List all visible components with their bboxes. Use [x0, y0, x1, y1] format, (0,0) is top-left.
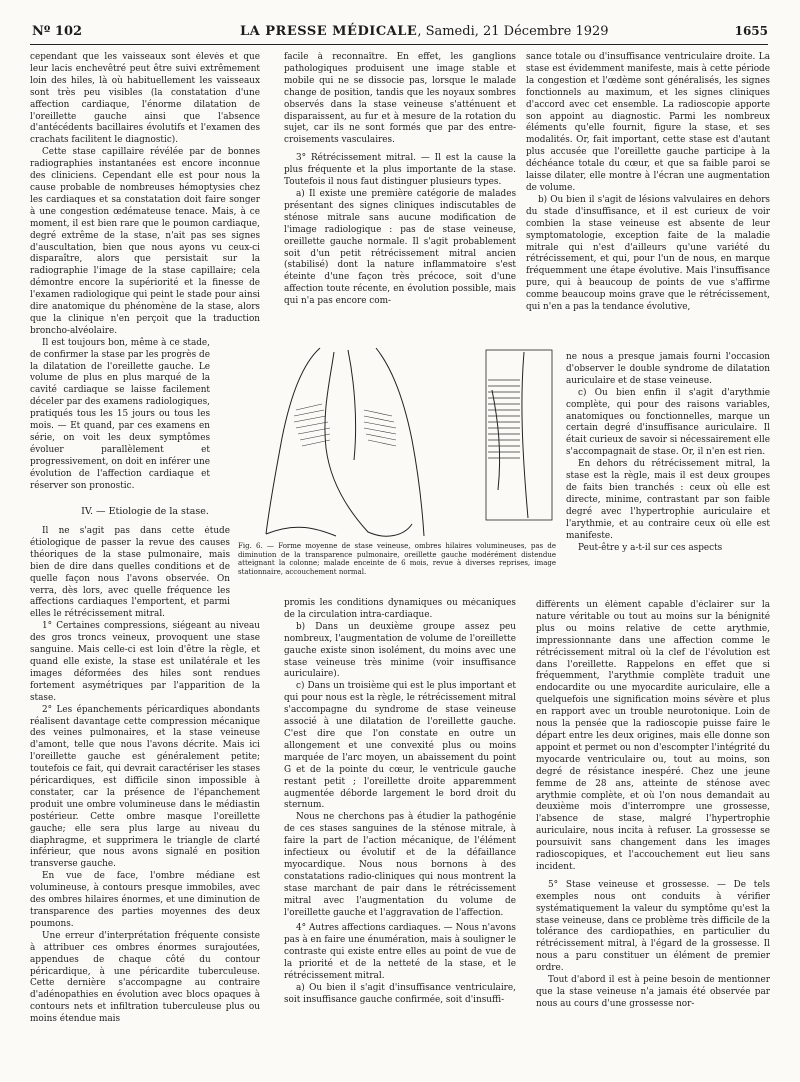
paragraph: c) Dans un troisième qui est le plus important et qui pour nous est la règle, le rétrécissement mitral s'accompagne du syndrome de stase veineuse associé à une dilatation de l'oreillette gauche. C'est dire que l'on constate en outre un allongement et une convexité plus ou moins marquée de l'arc moyen, un abaissement du point G et de la pointe du cœur, le ventricule gauche restant petit ; l'oreillette droite apparemment augmentée déborde largement le bord droit du sternum. — [284, 681, 516, 811]
diaphragm-outline — [266, 527, 336, 536]
paragraph: En vue de face, l'ombre médiane est volumineuse, à contours presque immobiles, avec des ombres hilaires énormes, et une diminution de transparence des parties moyennes des deux poumons. — [30, 871, 260, 929]
column-3-top — [526, 52, 770, 352]
paragraph: a) Il existe une première catégorie de malades présentant des signes cliniques indiscutables de sténose mitrale sans aucune modification de l'image radiologique : pas de stase veineuse, oreillette gauche normale. Il s'agit probablement soit d'un petit rétrécissement mitral ancien (stabilisé) dont la nature inflammatoire s'est éteinte d'une façon très précoce, soit d'une affection toute récente, en évolution possible, mais qui n'a pas encore com- — [284, 188, 516, 307]
section-heading: IV. — Etiologie de la stase. — [81, 506, 209, 517]
issue-date: , Samedi, 21 Décembre 1929 — [417, 24, 609, 39]
column-3-middle — [566, 352, 770, 602]
hilar-shadows — [294, 404, 396, 446]
column-2-bottom — [284, 598, 516, 1076]
paragraph: sance totale ou d'insuffisance ventriculaire droite. La stase est évidemment manifeste, mais à cette période la congestion et l'œdème sont généralisés, les signes fonctionnels au maximum, et les signes cliniques d'accord avec cet ensemble. La radioscopie apporte son appoint au diagnostic. Parmi les nombreux éléments qu'elle fournit, figure la stase, et ses modalités. Or, fait important, cette stase est d'autant plus accusée que l'oreillette gauche participe à la déchéance totale du cœur, et que sa faible paroi se laisse dilater, elle montre à l'écran une augmentation de volume. — [526, 52, 770, 193]
lateral-view — [486, 350, 552, 520]
lateral-hatching — [488, 380, 520, 458]
paragraph: Il est toujours bon, même à ce stade, de confirmer la stase par les progrès de la dilatation de l'oreillette gauche. Le volume de plus en plus marqué de la cavité cardiaque se laisse facilement déceler par des examens radiologiques, pratiqués tous les 15 jours ou tous les mois. — Et quand, par ces examens en série, on voit les deux symptômes évoluer parallèlement et progressivement, on doit en inférer une évolution de l'affection cardiaque et réserver son pronostic. — [30, 337, 210, 491]
paragraph: facile à reconnaître. En effet, les ganglions pathologiques produisent une image stable et mobile qui ne se dissocie pas, lorsque le malade change de position, tandis que les noyaux sombres observés dans la stase veineuse s'atténuent et disparaissent, au fur et à mesure de la rotation du sujet, car ils ne sont formés que par des entre-croisements vasculaires. — [284, 52, 516, 146]
page-number: 1655 — [734, 24, 768, 38]
paragraph: 2° Les épanchements péricardiques abondants réalisent davantage cette compression mécanique des veines pulmonaires, et la stase veineuse d'amont, telle que nous l'avons décrite. Mais ici l'oreillette gauche est généralement petite; toutefois ce fait, qui devrait caractériser les stases péricardiques, est difficile sinon impossible à constater, car la présence de l'épanchement produit une ombre volumineuse dans le médiastin postérieur. Cette ombre masque l'oreillette gauche; elle sera plus large au niveau du diaphragme, et supprimera le triangle de clarté inférieur, que nous avons signalé en position transverse gauche. — [30, 704, 260, 870]
paragraph: 3° Rétrécissement mitral. — Il est la cause la plus fréquente et la plus importante de la stase. Toutefois il nous faut distinguer plusieurs types. — [284, 153, 516, 188]
paragraph: 4° Autres affections cardiaques. — Nous n'avons pas à en faire une énumération, mais à souligner le contraste qui existe entre elles au point de vue de la priorité et de la netteté de la stase, et le rétrécissement mitral. — [284, 923, 516, 982]
column-1-bottom — [30, 526, 260, 1076]
paragraph: 5° Stase veineuse et grossesse. — De tels exemples nous ont conduits à vérifier systématiquement la valeur du symptôme qu'est la stase veineuse, dans ce problème très difficile de la tolérance des cardiopathies, en particulier du rétrécissement mitral, à l'égard de la grossesse. Il nous a paru constituer un élément de premier ordre. — [536, 879, 770, 974]
column-3-bottom — [536, 600, 770, 1076]
radiograph-figure — [236, 340, 554, 540]
header-rule — [30, 44, 768, 45]
figure-caption: Fig. 6. — Forme moyenne de stase veineuse, ombres hilaires volumineuses, pas de diminution de la transparence pulmonaire, oreillette gauche modérément distendue atteignant la colonne; malade enceinte de 6 mois, revue à diverses reprises, image stationnaire, accouchement normal. — [238, 542, 556, 576]
right-lung-outline — [376, 348, 424, 536]
paragraph: b) Dans un deuxième groupe assez peu nombreux, l'augmentation de volume de l'oreillette gauche existe sinon isolément, du moins avec une stase veineuse très minime (voir insuffisance auriculaire). — [284, 621, 516, 680]
journal-title — [240, 24, 609, 39]
hilar-shadow-right — [364, 410, 396, 446]
paragraph: Il ne s'agit pas dans cette étude étiologique de passer la revue des causes théoriques de la stase pulmonaire, mais bien de dire dans quelles conditions et de quelle façon nous l'avons observée. On verra, dès lors, avec quelle fréquence les affections cardiaques l'emportent, et parmi elles le rétrécissement mitral. — [30, 526, 230, 620]
paragraph: Une erreur d'interprétation fréquente consiste à attribuer ces ombres énormes surajoutées, appendues de chaque côté du contour péricardique, à une péricardite tuberculeuse. Cette dernière s'accompagne au contraire d'adénopathies en évolution avec blocs opaques à contours nets et infiltration tuberculeuse plus ou moins étendue mais — [30, 930, 260, 1025]
paragraph: 1° Certaines compressions, siégeant au niveau des gros troncs veineux, provoquent une stase sanguine. Mais celle-ci est loin d'être la règle, et quand elle existe, la stase est unilatérale et les images déformées des hiles sont rendues fortement asymétriques par l'apparition de la stase. — [30, 621, 260, 703]
paragraph: a) Ou bien il s'agit d'insuffisance ventriculaire, soit insuffisance gauche confirmée, soit d'insuffi- — [284, 983, 516, 1005]
paragraph: c) Ou bien enfin il s'agit d'arythmie complète, qui pour des raisons variables, anatomiques ou fonctionnelles, marque un certain degré d'insuffisance auriculaire. Il était curieux de savoir si nécessairement elle s'accompagnait de stase. Or, il n'en est rien. — [566, 387, 770, 458]
paragraph: promis les conditions dynamiques ou mécaniques de la circulation intra-cardiaque. — [284, 598, 516, 620]
mediastinum-line — [348, 350, 356, 460]
paragraph: cependant que les vaisseaux sont élevés et que leur lacis enchevêtré peut être suivi extrêmement loin des hiles, là où habituellement les vaisseaux sont très peu visibles (la constatation d'une affection cardiaque, l'énorme dilatation de l'oreillette gauche ainsi que l'absence d'antécédents bacillaires évolutifs et l'examen des crachats facilitent le diagnostic). — [30, 52, 260, 146]
lateral-spine — [522, 352, 528, 518]
journal-name: LA PRESSE MÉDICALE — [240, 24, 418, 39]
heart-outline — [325, 352, 412, 536]
paragraph: b) Ou bien il s'agit de lésions valvulaires en dehors du stade d'insuffisance, et il est curieux de voir combien la stase veineuse est absente de leur symptomatologie, exception faite de la maladie mitrale qui n'est d'ailleurs qu'une variété du rétrécissement, et qui, pour l'un de nous, en marque fréquemment une étape évolutive. Mais l'insuffisance pure, qui à beaucoup de points de vue s'affirme comme beaucoup moins grave que le rétrécissement, qui n'en a pas la tendance évolutive, — [526, 194, 770, 313]
lateral-frame — [486, 350, 552, 520]
paragraph: Peut-être y a-t-il sur ces aspects — [578, 542, 723, 553]
paragraph: En dehors du rétrécissement mitral, la stase est la règle, mais il est deux groupes de faits bien tranchés : ceux où elle est directe, minime, contrastant par son faible degré avec l'hypertrophie auriculaire et l'arythmie, et au contraire ceux où elle est manifeste. — [566, 459, 770, 541]
column-1-top — [30, 52, 260, 498]
left-lung-outline — [266, 348, 320, 534]
paragraph: Nous ne cherchons pas à étudier la pathogénie de ces stases sanguines de la sténose mitrale, à faire la part de l'action mécanique, de l'élément infectieux ou évolutif et de la défaillance myocardique. Nous nous bornons à des constatations radio-cliniques qui nous montrent la stase marchant de pair dans le rétrécissement mitral avec l'augmentation du volume de l'oreillette gauche et l'aggravation de l'affection. — [284, 812, 516, 918]
paragraph: Tout d'abord il est à peine besoin de mentionner que la stase veineuse n'a jamais été observée par nous au cours d'une grossesse nor- — [536, 975, 770, 1009]
column-2-top — [284, 52, 516, 342]
paragraph: Cette stase capillaire révélée par de bonnes radiographies instantanées est encore inconnue des cliniciens. Cependant elle est pour nous la cause probable de nombreuses hémoptysies chez les cardiaques et sa constatation doit faire songer à une congestion œdémateuse tenace. Mais, à ce moment, il est bien rare que le poumon cardiaque, degré extrême de la stase, n'ait pas ses signes d'auscultation, bien que nous ayons vu ceux-ci disparaître, alors que persistait sur la radiographie l'image de la stase capillaire; cela démontre encore la supériorité et la finesse de l'examen radiologique qui peint le stade pour ainsi dire anatomique du phénomène de la stase, alors que la clinique n'en perçoit que la traduction broncho-alvéolaire. — [30, 147, 260, 336]
page-header — [0, 0, 800, 50]
paragraph: différents un élément capable d'éclairer sur la nature véritable ou tout au moins sur la bénignité plus ou moins relative de cette arythmie, impressionnante dans une affection comme le rétrécissement mitral où la clef de l'évolution est dans l'oreillette. Rappelons en effet que si fréquemment, l'arythmie complète traduit une endocardite ou une myocardite auriculaire, elle a quelquefois une signification moins sévère et plus en rapport avec un trouble neurotonique. Loin de nous la pensée que la radioscopie puisse faire le départ entre les deux origines, mais elle donne son appoint et permet ou non d'escompter l'intégrité du myocarde ventriculaire ou, tout au moins, son degré de résistance inespéré. Chez une jeune femme de 28 ans, atteinte de sténose avec arythmie complète, et où l'on nous demandait au deuxième mois d'interrompre une grossesse, l'absence de stase, malgré l'hypertrophie auriculaire, nous incita à refuser. La grossesse se poursuivit sans changement dans les images radioscopiques, et l'accouchement eut lieu sans incident. — [536, 600, 770, 872]
issue-number: Nº 102 — [32, 24, 83, 39]
paragraph: ne nous a presque jamais fourni l'occasion d'observer le double syndrome de dilatation auriculaire et de stase veineuse. — [566, 352, 770, 386]
